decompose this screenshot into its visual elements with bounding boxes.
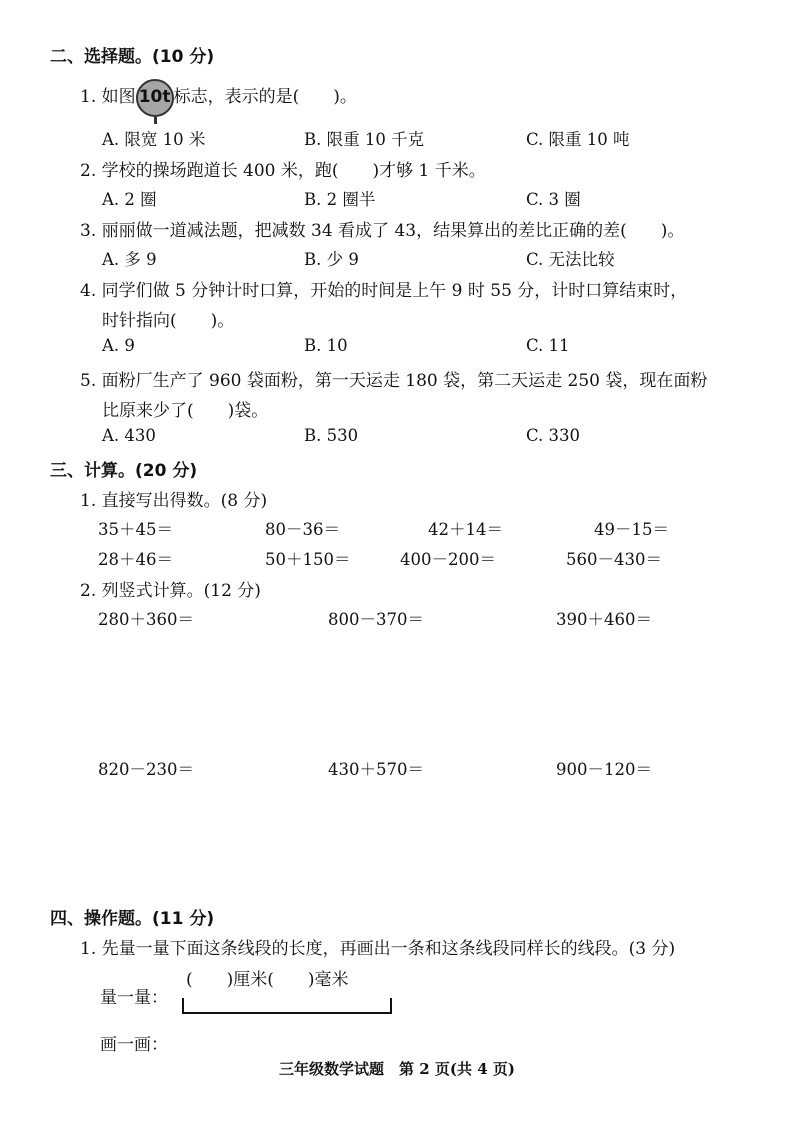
vertical-calc-6: 900－120＝ [556,760,652,779]
question-2: 2. 学校的操场跑道长 400 米，跑( )才够 1 千米。 [80,161,486,181]
vertical-calc-4: 820－230＝ [98,760,194,779]
q1-option-c: C. 限重 10 吨 [526,130,630,149]
vertical-calc-2: 800－370＝ [328,610,424,629]
section-title-choice: 二、选择题。(10 分) [50,47,215,67]
measure-label: 量一量： [100,988,168,1008]
section-title-operation: 四、操作题。(11 分) [50,909,215,929]
q5-option-a: A. 430 [102,426,156,445]
q2-option-a: A. 2 圈 [102,190,157,209]
mental-calc-3: 42＋14＝ [428,520,503,539]
measure-blanks: ( )厘米( )毫米 [186,970,349,990]
q4-option-a: A. 9 [102,336,135,355]
q5-option-c: C. 330 [526,426,581,445]
vertical-calc-3: 390＋460＝ [556,610,652,629]
q4-option-b: B. 10 [304,336,348,355]
line-segment [182,998,392,1014]
mental-calc-7: 400－200＝ [400,550,496,569]
draw-label: 画一画： [100,1035,168,1055]
mental-calc-6: 50＋150＝ [265,550,351,569]
q1-option-a: A. 限宽 10 米 [102,130,206,149]
mental-calc-5: 28＋46＝ [98,550,173,569]
question-5-line-1: 5. 面粉厂生产了 960 袋面粉，第一天运走 180 袋，第二天运走 250 袋，现在面粉 [80,371,708,391]
question-1-prefix: 1. 如图 [80,87,136,107]
q3-option-b: B. 少 9 [304,250,359,269]
q5-option-b: B. 530 [304,426,359,445]
page-footer: 三年级数学试题 第 2 页(共 4 页) [279,1060,515,1078]
question-1 [80,78,357,117]
weight-limit-sign-text: 10t [138,86,171,107]
question-4-line-2: 时针指向( )。 [102,311,235,331]
q2-option-c: C. 3 圈 [526,190,581,209]
q3-option-c: C. 无法比较 [526,250,615,269]
question-3: 3. 丽丽做一道减法题，把减数 34 看成了 43，结果算出的差比正确的差( )。 [80,221,685,241]
q3-option-a: A. 多 9 [102,250,157,269]
q2-option-b: B. 2 圈半 [304,190,376,209]
mental-calc-8: 560－430＝ [566,550,662,569]
weight-limit-sign-icon [136,79,174,117]
question-1-suffix: 标志，表示的是( )。 [173,87,357,107]
vertical-calc-1: 280＋360＝ [98,610,194,629]
mental-calc-1: 35＋45＝ [98,520,173,539]
question-5-line-2: 比原来少了( )袋。 [102,401,269,421]
q4-option-c: C. 11 [526,336,570,355]
q1-option-b: B. 限重 10 千克 [304,130,425,149]
mental-calc-2: 80－36＝ [265,520,340,539]
section-title-calculation: 三、计算。(20 分) [50,461,198,481]
calc-sub-2-title: 2. 列竖式计算。(12 分) [80,581,261,601]
calc-sub-1-title: 1. 直接写出得数。(8 分) [80,491,268,511]
mental-calc-4: 49－15＝ [594,520,669,539]
question-4-line-1: 4. 同学们做 5 分钟计时口算，开始的时间是上午 9 时 55 分，计时口算结束时， [80,281,688,301]
vertical-calc-5: 430＋570＝ [328,760,424,779]
operation-question-1: 1. 先量一量下面这条线段的长度，再画出一条和这条线段同样长的线段。(3 分) [80,939,676,959]
